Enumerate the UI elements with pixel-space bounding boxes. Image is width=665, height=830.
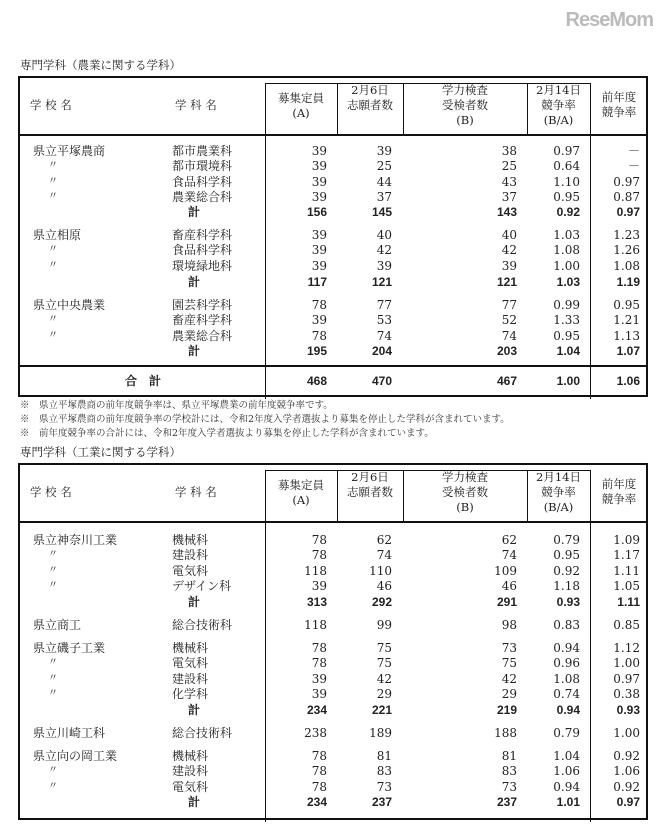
cell-value: 99	[376, 618, 392, 632]
cell-value: 83	[376, 764, 392, 778]
dept-name: 園芸科学科	[172, 298, 233, 312]
cell-value: 110	[369, 564, 392, 578]
ditto-mark: 〃	[48, 781, 58, 792]
cell-value: 0.83	[553, 618, 580, 632]
cell-value: 77	[501, 298, 517, 312]
cell-value: 0.92	[553, 564, 580, 578]
cell-value: 1.06	[553, 764, 580, 778]
header-ratio: (B/A)	[543, 113, 574, 127]
cell-value: 44	[376, 175, 392, 189]
dept-name: 都市環境科	[172, 159, 233, 173]
cell-value: 1.03	[553, 228, 580, 242]
subtotal-value: 219	[496, 703, 517, 717]
cell-value: 0.74	[553, 687, 580, 701]
dept-name: 電気科	[172, 564, 209, 578]
cell-value: 1.23	[613, 228, 640, 242]
cell-value: 1.09	[613, 533, 640, 547]
subtotal-label: 計	[188, 205, 201, 219]
cell-value: 81	[376, 749, 392, 763]
subtotal-value: 204	[371, 344, 392, 358]
cell-value: 75	[376, 641, 392, 655]
subtotal-value: 234	[306, 795, 327, 809]
school-name: 県立向の岡工業	[33, 749, 118, 763]
cell-value: 78	[311, 749, 327, 763]
school-name: 県立平塚農商	[33, 144, 106, 158]
total-value: 1.06	[616, 374, 640, 388]
cell-value: 39	[311, 144, 327, 158]
dept-name: 電気科	[172, 656, 209, 670]
header-dept: 学 科 名	[175, 98, 217, 112]
cell-value: 238	[304, 726, 327, 740]
subtotal-value: 156	[306, 205, 327, 219]
cell-value: 1.00	[553, 259, 580, 273]
subtotal-value: 203	[496, 344, 517, 358]
cell-value: 78	[311, 548, 327, 562]
header-capacity: (A)	[292, 493, 310, 507]
header-ratio: 競争率	[541, 485, 576, 499]
dept-name: 機械科	[172, 533, 209, 547]
cell-value: 0.99	[553, 298, 580, 312]
cell-value: 118	[304, 618, 327, 632]
subtotal-value: 1.03	[556, 275, 580, 289]
school-name: 県立中央農業	[33, 298, 106, 312]
dept-name: 食品科学科	[172, 175, 233, 189]
header-examinees: (B)	[456, 113, 474, 127]
footnote: ※ 前年度競争率の合計には、令和2年度入学者選抜より募集を停止した学科が含まれています。	[20, 428, 434, 439]
dept-name: 建設科	[172, 672, 209, 686]
subtotal-value: 292	[371, 595, 392, 609]
cell-value: 25	[501, 159, 517, 173]
cell-value: 39	[311, 687, 327, 701]
cell-value: 0.64	[553, 159, 580, 173]
cell-value: 39	[376, 259, 392, 273]
cell-value: 0.94	[553, 780, 580, 794]
cell-value: 39	[311, 672, 327, 686]
cell-value: 0.95	[553, 190, 580, 204]
dept-name: 化学科	[172, 687, 209, 701]
subtotal-value: 0.93	[616, 703, 640, 717]
total-value: 467	[496, 374, 517, 388]
cell-value: 0.97	[553, 144, 580, 158]
ditto-mark: 〃	[48, 580, 58, 591]
cell-value: 1.05	[613, 579, 640, 593]
cell-value: 37	[376, 190, 392, 204]
total-value: 468	[306, 374, 327, 388]
dept-name: 食品科学科	[172, 243, 233, 257]
cell-value: 75	[376, 656, 392, 670]
subtotal-value: 0.92	[556, 205, 580, 219]
cell-value: 42	[501, 243, 517, 257]
subtotal-value: 0.93	[556, 595, 580, 609]
subtotal-label: 計	[188, 344, 201, 358]
cell-value: 43	[501, 175, 517, 189]
cell-value: 40	[501, 228, 517, 242]
header-capacity: 募集定員	[278, 91, 324, 105]
dept-name: 機械科	[172, 749, 209, 763]
cell-value: 74	[376, 329, 392, 343]
subtotal-value: 195	[306, 344, 327, 358]
header-examinees: 受検者数	[442, 485, 488, 499]
subtotal-value: 313	[306, 595, 327, 609]
header-capacity: (A)	[292, 106, 310, 120]
cell-value: 39	[311, 579, 327, 593]
cell-value: 53	[376, 313, 392, 327]
ditto-mark: 〃	[48, 191, 58, 202]
subtotal-value: 291	[496, 595, 517, 609]
ditto-mark: 〃	[48, 565, 58, 576]
cell-value: 0.96	[553, 656, 580, 670]
subtotal-label: 計	[188, 275, 201, 289]
cell-value: 39	[311, 228, 327, 242]
ditto-mark: 〃	[48, 688, 58, 699]
cell-value: 78	[311, 656, 327, 670]
header-ratio: 競争率	[541, 98, 576, 112]
cell-value: 52	[501, 313, 517, 327]
cell-value: 1.04	[553, 749, 580, 763]
subtotal-value: 1.01	[556, 795, 580, 809]
subtotal-value: 234	[306, 703, 327, 717]
dept-name: 建設科	[172, 548, 209, 562]
subtotal-value: 143	[496, 205, 517, 219]
cell-value: 74	[501, 329, 517, 343]
cell-value: 74	[376, 548, 392, 562]
cell-value: 118	[304, 564, 327, 578]
cell-value: 77	[376, 298, 392, 312]
cell-value: 78	[311, 329, 327, 343]
cell-value: 81	[501, 749, 517, 763]
school-name: 県立川崎工科	[33, 726, 106, 740]
dept-name: 農業総合科	[172, 190, 233, 204]
subtotal-value: 145	[371, 205, 392, 219]
header-applicants: 志願者数	[347, 485, 393, 499]
subtotal-value: 0.94	[556, 703, 580, 717]
subtotal-value: 1.04	[556, 344, 580, 358]
subtotal-value: 0.97	[616, 795, 640, 809]
cell-value: 37	[501, 190, 517, 204]
cell-value: 1.08	[553, 672, 580, 686]
footnote: ※ 県立平塚農商の前年度競争率の学校計には、令和2年度入学者選抜より募集を停止した学科が含まれています。	[20, 414, 510, 425]
header-prev: 前年度	[601, 90, 637, 104]
column-divider	[265, 470, 266, 822]
dept-name: 環境緑地科	[172, 259, 233, 273]
header-capacity: 募集定員	[278, 478, 324, 492]
cell-value: 0.95	[553, 329, 580, 343]
ditto-mark: 〃	[48, 160, 58, 171]
total-value: 1.00	[556, 374, 580, 388]
cell-value: 42	[376, 672, 392, 686]
cell-value: 73	[376, 780, 392, 794]
header-examinees: 学力検査	[442, 83, 488, 97]
cell-value: 78	[311, 764, 327, 778]
cell-value: 1.10	[553, 175, 580, 189]
cell-value: 75	[501, 656, 517, 670]
cell-value: 0.87	[613, 190, 640, 204]
total-divider	[18, 365, 648, 367]
subtotal-value: 221	[371, 703, 392, 717]
cell-value: 1.21	[613, 313, 640, 327]
cell-value: 1.06	[613, 764, 640, 778]
ditto-mark: 〃	[48, 765, 58, 776]
school-name: 県立商工	[33, 618, 82, 632]
subtotal-value: 237	[371, 795, 392, 809]
header-ratio: 2月14日	[536, 470, 581, 484]
cell-value: 1.33	[553, 313, 580, 327]
cell-value: 39	[311, 175, 327, 189]
header-applicants: 2月6日	[351, 470, 389, 484]
cell-value: 39	[311, 313, 327, 327]
cell-value: 83	[501, 764, 517, 778]
cell-value: 0.92	[613, 749, 640, 763]
header-ratio: 2月14日	[536, 83, 581, 97]
subtotal-value: 117	[307, 275, 327, 289]
cell-value: 0.38	[613, 687, 640, 701]
cell-value: 78	[311, 533, 327, 547]
cell-value: 1.17	[613, 548, 640, 562]
cell-value: 189	[369, 726, 392, 740]
cell-value: 39	[311, 243, 327, 257]
cell-value: 29	[501, 687, 517, 701]
header-examinees: (B)	[456, 500, 474, 514]
cell-value: 39	[311, 159, 327, 173]
ditto-mark: 〃	[48, 314, 58, 325]
cell-value: 73	[501, 780, 517, 794]
school-name: 県立神奈川工業	[33, 533, 118, 547]
cell-value: 0.92	[613, 780, 640, 794]
cell-value: 29	[376, 687, 392, 701]
header-prev: 前年度	[601, 477, 637, 491]
header-applicants: 志願者数	[347, 98, 393, 112]
dept-name: 都市農業科	[172, 144, 233, 158]
cell-value: 188	[494, 726, 517, 740]
cell-value: 0.95	[613, 298, 640, 312]
cell-value: 74	[501, 548, 517, 562]
table-title: 専門学科（農業に関する学科）	[20, 58, 181, 72]
ditto-mark: 〃	[48, 260, 58, 271]
header-school: 学 校 名	[30, 98, 72, 112]
cell-value: 1.00	[613, 656, 640, 670]
cell-value: 0.85	[613, 618, 640, 632]
dept-name: 建設科	[172, 764, 209, 778]
cell-value: 1.11	[613, 564, 640, 578]
header-prev: 競争率	[601, 105, 637, 119]
cell-value: 1.18	[553, 579, 580, 593]
cell-value: 39	[311, 190, 327, 204]
total-value: 470	[371, 374, 392, 388]
cell-value: 46	[501, 579, 517, 593]
dept-name: 畜産科学科	[172, 313, 233, 327]
dept-name: 機械科	[172, 641, 209, 655]
cell-value: 0.94	[553, 641, 580, 655]
subtotal-value: 1.11	[617, 595, 640, 609]
ditto-mark: 〃	[48, 673, 58, 684]
dept-name: 農業総合科	[172, 329, 233, 343]
cell-value: －	[627, 144, 640, 158]
subtotal-label: 計	[188, 795, 201, 809]
cell-value: 40	[376, 228, 392, 242]
ditto-mark: 〃	[48, 330, 58, 341]
header-examinees: 学力検査	[442, 470, 488, 484]
cell-value: 25	[376, 159, 392, 173]
cell-value: 42	[501, 672, 517, 686]
cell-value: 39	[311, 259, 327, 273]
cell-value: 0.97	[613, 175, 640, 189]
dept-name: 畜産科学科	[172, 228, 233, 242]
column-divider	[265, 83, 266, 399]
cell-value: －	[627, 159, 640, 173]
header-dept: 学 科 名	[175, 485, 217, 499]
cell-value: 1.08	[553, 243, 580, 257]
subtotal-label: 計	[188, 703, 201, 717]
header-examinees: 受検者数	[442, 98, 488, 112]
header-school: 学 校 名	[30, 485, 72, 499]
cell-value: 78	[311, 780, 327, 794]
cell-value: 1.00	[613, 726, 640, 740]
cell-value: 109	[494, 564, 517, 578]
school-name: 県立磯子工業	[33, 641, 106, 655]
watermark-logo: ReseMom	[565, 9, 653, 31]
total-label: 合 計	[125, 374, 162, 388]
subtotal-value: 1.07	[616, 344, 640, 358]
table-title: 専門学科（工業に関する学科）	[20, 445, 181, 459]
cell-value: 1.26	[613, 243, 640, 257]
cell-value: 78	[311, 641, 327, 655]
header-prev: 競争率	[601, 492, 637, 506]
cell-value: 1.12	[613, 641, 640, 655]
cell-value: 0.95	[553, 548, 580, 562]
subtotal-value: 237	[496, 795, 517, 809]
cell-value: 62	[501, 533, 517, 547]
cell-value: 46	[376, 579, 392, 593]
cell-value: 98	[501, 618, 517, 632]
header-ratio: (B/A)	[543, 500, 574, 514]
cell-value: 1.08	[613, 259, 640, 273]
header-applicants: 2月6日	[351, 83, 389, 97]
dept-name: デザイン科	[172, 579, 232, 593]
dept-name: 総合技術科	[172, 618, 233, 632]
ditto-mark: 〃	[48, 657, 58, 668]
cell-value: 78	[311, 298, 327, 312]
subtotal-value: 0.97	[616, 205, 640, 219]
cell-value: 38	[501, 144, 517, 158]
cell-value: 39	[501, 259, 517, 273]
cell-value: 62	[376, 533, 392, 547]
subtotal-value: 1.19	[616, 275, 640, 289]
ditto-mark: 〃	[48, 244, 58, 255]
subtotal-label: 計	[188, 595, 201, 609]
dept-name: 総合技術科	[172, 726, 233, 740]
cell-value: 0.79	[553, 726, 580, 740]
cell-value: 0.79	[553, 533, 580, 547]
ditto-mark: 〃	[48, 176, 58, 187]
cell-value: 42	[376, 243, 392, 257]
cell-value: 0.97	[613, 672, 640, 686]
footnote: ※ 県立平塚農商の前年度競争率は、県立平塚農業の前年度競争率です。	[20, 400, 333, 411]
dept-name: 電気科	[172, 780, 209, 794]
subtotal-value: 121	[496, 275, 517, 289]
cell-value: 39	[376, 144, 392, 158]
ditto-mark: 〃	[48, 549, 58, 560]
subtotal-value: 121	[371, 275, 392, 289]
cell-value: 73	[501, 641, 517, 655]
cell-value: 1.13	[613, 329, 640, 343]
school-name: 県立相原	[33, 228, 82, 242]
